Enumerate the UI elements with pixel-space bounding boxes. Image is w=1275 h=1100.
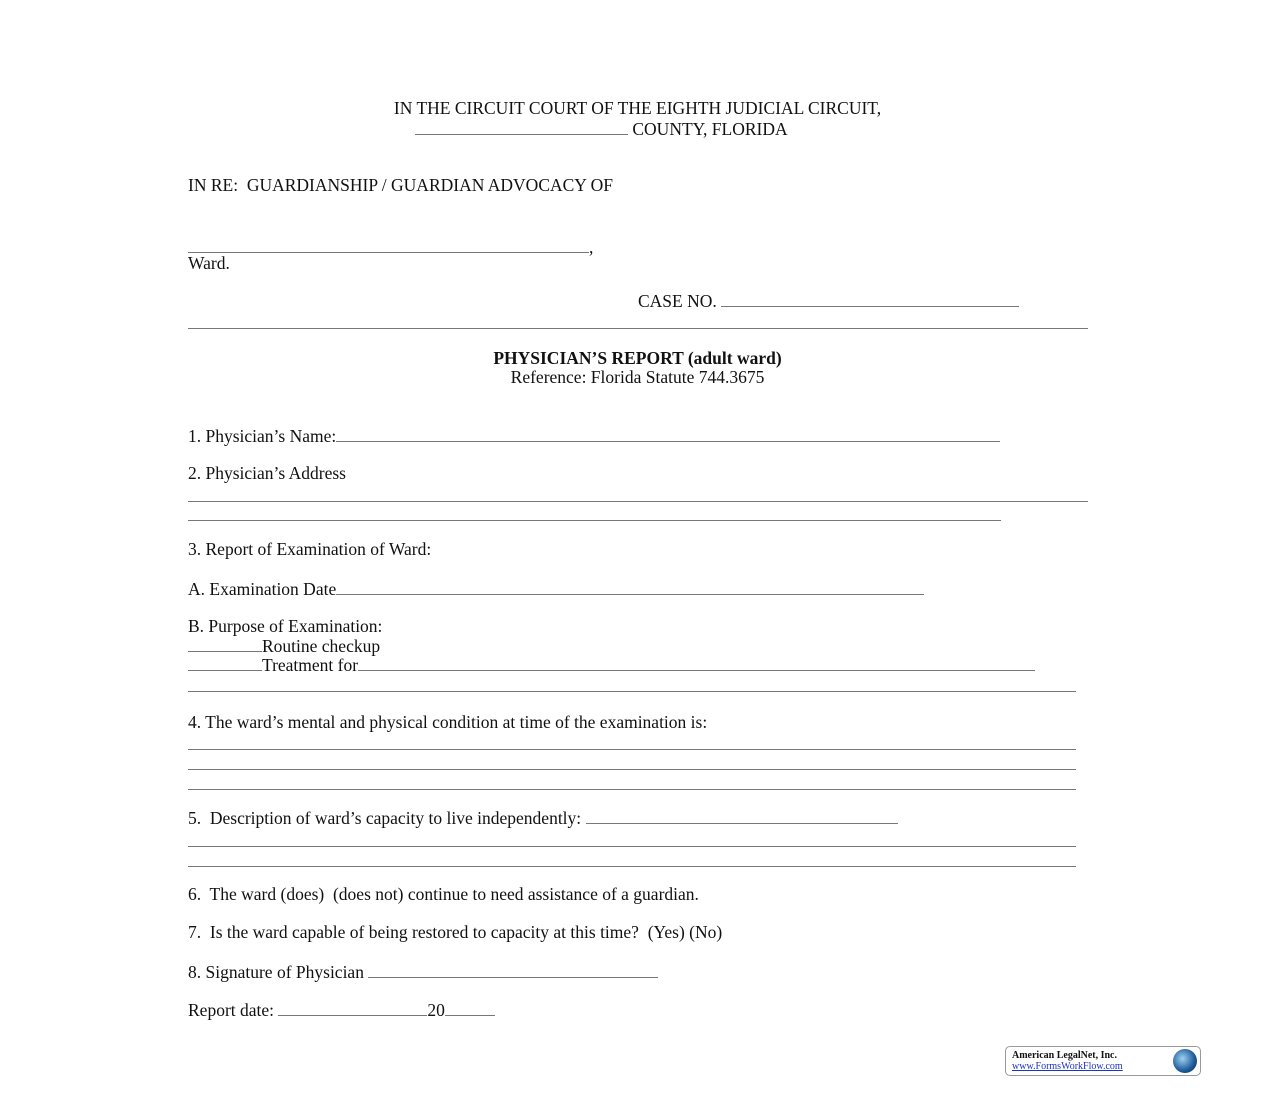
year-prefix: 20 — [427, 1000, 445, 1020]
address-blank-2[interactable] — [188, 520, 1001, 521]
treatment-blank-2[interactable] — [188, 691, 1076, 692]
ward-label: Ward. — [188, 253, 230, 273]
county-line — [415, 118, 788, 138]
treatment-blank[interactable] — [358, 654, 1035, 671]
physician-name-line — [188, 425, 1000, 445]
condition-blank-2[interactable] — [188, 769, 1076, 770]
capacity-blank-2[interactable] — [188, 846, 1076, 847]
condition-blank-3[interactable] — [188, 789, 1076, 790]
physician-name-label: 1. Physician’s Name: — [188, 426, 337, 446]
treatment-check-blank[interactable] — [188, 654, 262, 671]
exam-date-blank[interactable] — [336, 578, 924, 595]
report-heading: 3. Report of Examination of Ward: — [188, 539, 432, 559]
comma: , — [589, 237, 594, 257]
capacity-blank[interactable] — [586, 807, 898, 824]
signature-label: 8. Signature of Physician — [188, 962, 369, 982]
court-heading: IN THE CIRCUIT COURT OF THE EIGHTH JUDICIAL CIRCUIT, — [393, 98, 882, 118]
capacity-label: 5. Description of ward’s capacity to live independently: — [188, 808, 586, 828]
report-date-label: Report date: — [188, 1000, 279, 1020]
restored-question: 7. Is the ward capable of being restored to capacity at this time? (Yes) (No) — [188, 922, 723, 942]
condition-blank-1[interactable] — [188, 749, 1076, 750]
address-blank-1[interactable] — [188, 501, 1088, 502]
logo-company: American LegalNet, Inc. — [1012, 1050, 1117, 1061]
routine-blank[interactable] — [188, 635, 262, 652]
guardian-question: 6. The ward (does) (does not) continue to need assistance of a guardian. — [188, 884, 699, 904]
report-date-blank[interactable] — [278, 999, 427, 1016]
divider — [188, 328, 1088, 329]
year-blank[interactable] — [445, 999, 495, 1016]
exam-date-line — [188, 578, 924, 598]
physician-name-blank[interactable] — [336, 425, 1000, 442]
treatment-label: Treatment for — [262, 655, 359, 675]
reference: Reference: Florida Statute 744.3675 — [510, 367, 765, 387]
treatment-option — [188, 654, 1035, 674]
physician-address-label: 2. Physician’s Address — [188, 463, 346, 483]
case-no-label: CASE NO. — [638, 291, 722, 311]
capacity-line — [188, 807, 898, 827]
condition-label: 4. The ward’s mental and physical condition at time of the examination is: — [188, 712, 708, 732]
logo-url[interactable]: www.FormsWorkFlow.com — [1012, 1061, 1123, 1072]
case-no-blank[interactable] — [721, 290, 1019, 307]
document-title: PHYSICIAN’S REPORT (adult ward) — [493, 348, 782, 368]
signature-blank[interactable] — [368, 961, 658, 978]
signature-line — [188, 961, 658, 981]
case-no-line — [638, 290, 1019, 310]
purpose-label: B. Purpose of Examination: — [188, 616, 383, 636]
ward-name-line — [188, 236, 593, 256]
county-label: COUNTY, FLORIDA — [628, 119, 788, 139]
globe-icon — [1173, 1049, 1197, 1073]
routine-option — [188, 635, 380, 655]
in-re-line: IN RE: GUARDIANSHIP / GUARDIAN ADVOCACY OF — [188, 175, 614, 195]
report-date-line — [188, 999, 495, 1019]
county-blank[interactable] — [415, 118, 628, 135]
routine-label: Routine checkup — [262, 636, 381, 656]
legalnet-logo[interactable] — [1005, 1046, 1201, 1076]
ward-name-blank[interactable] — [188, 236, 589, 253]
exam-date-label: A. Examination Date — [188, 579, 337, 599]
capacity-blank-3[interactable] — [188, 866, 1076, 867]
